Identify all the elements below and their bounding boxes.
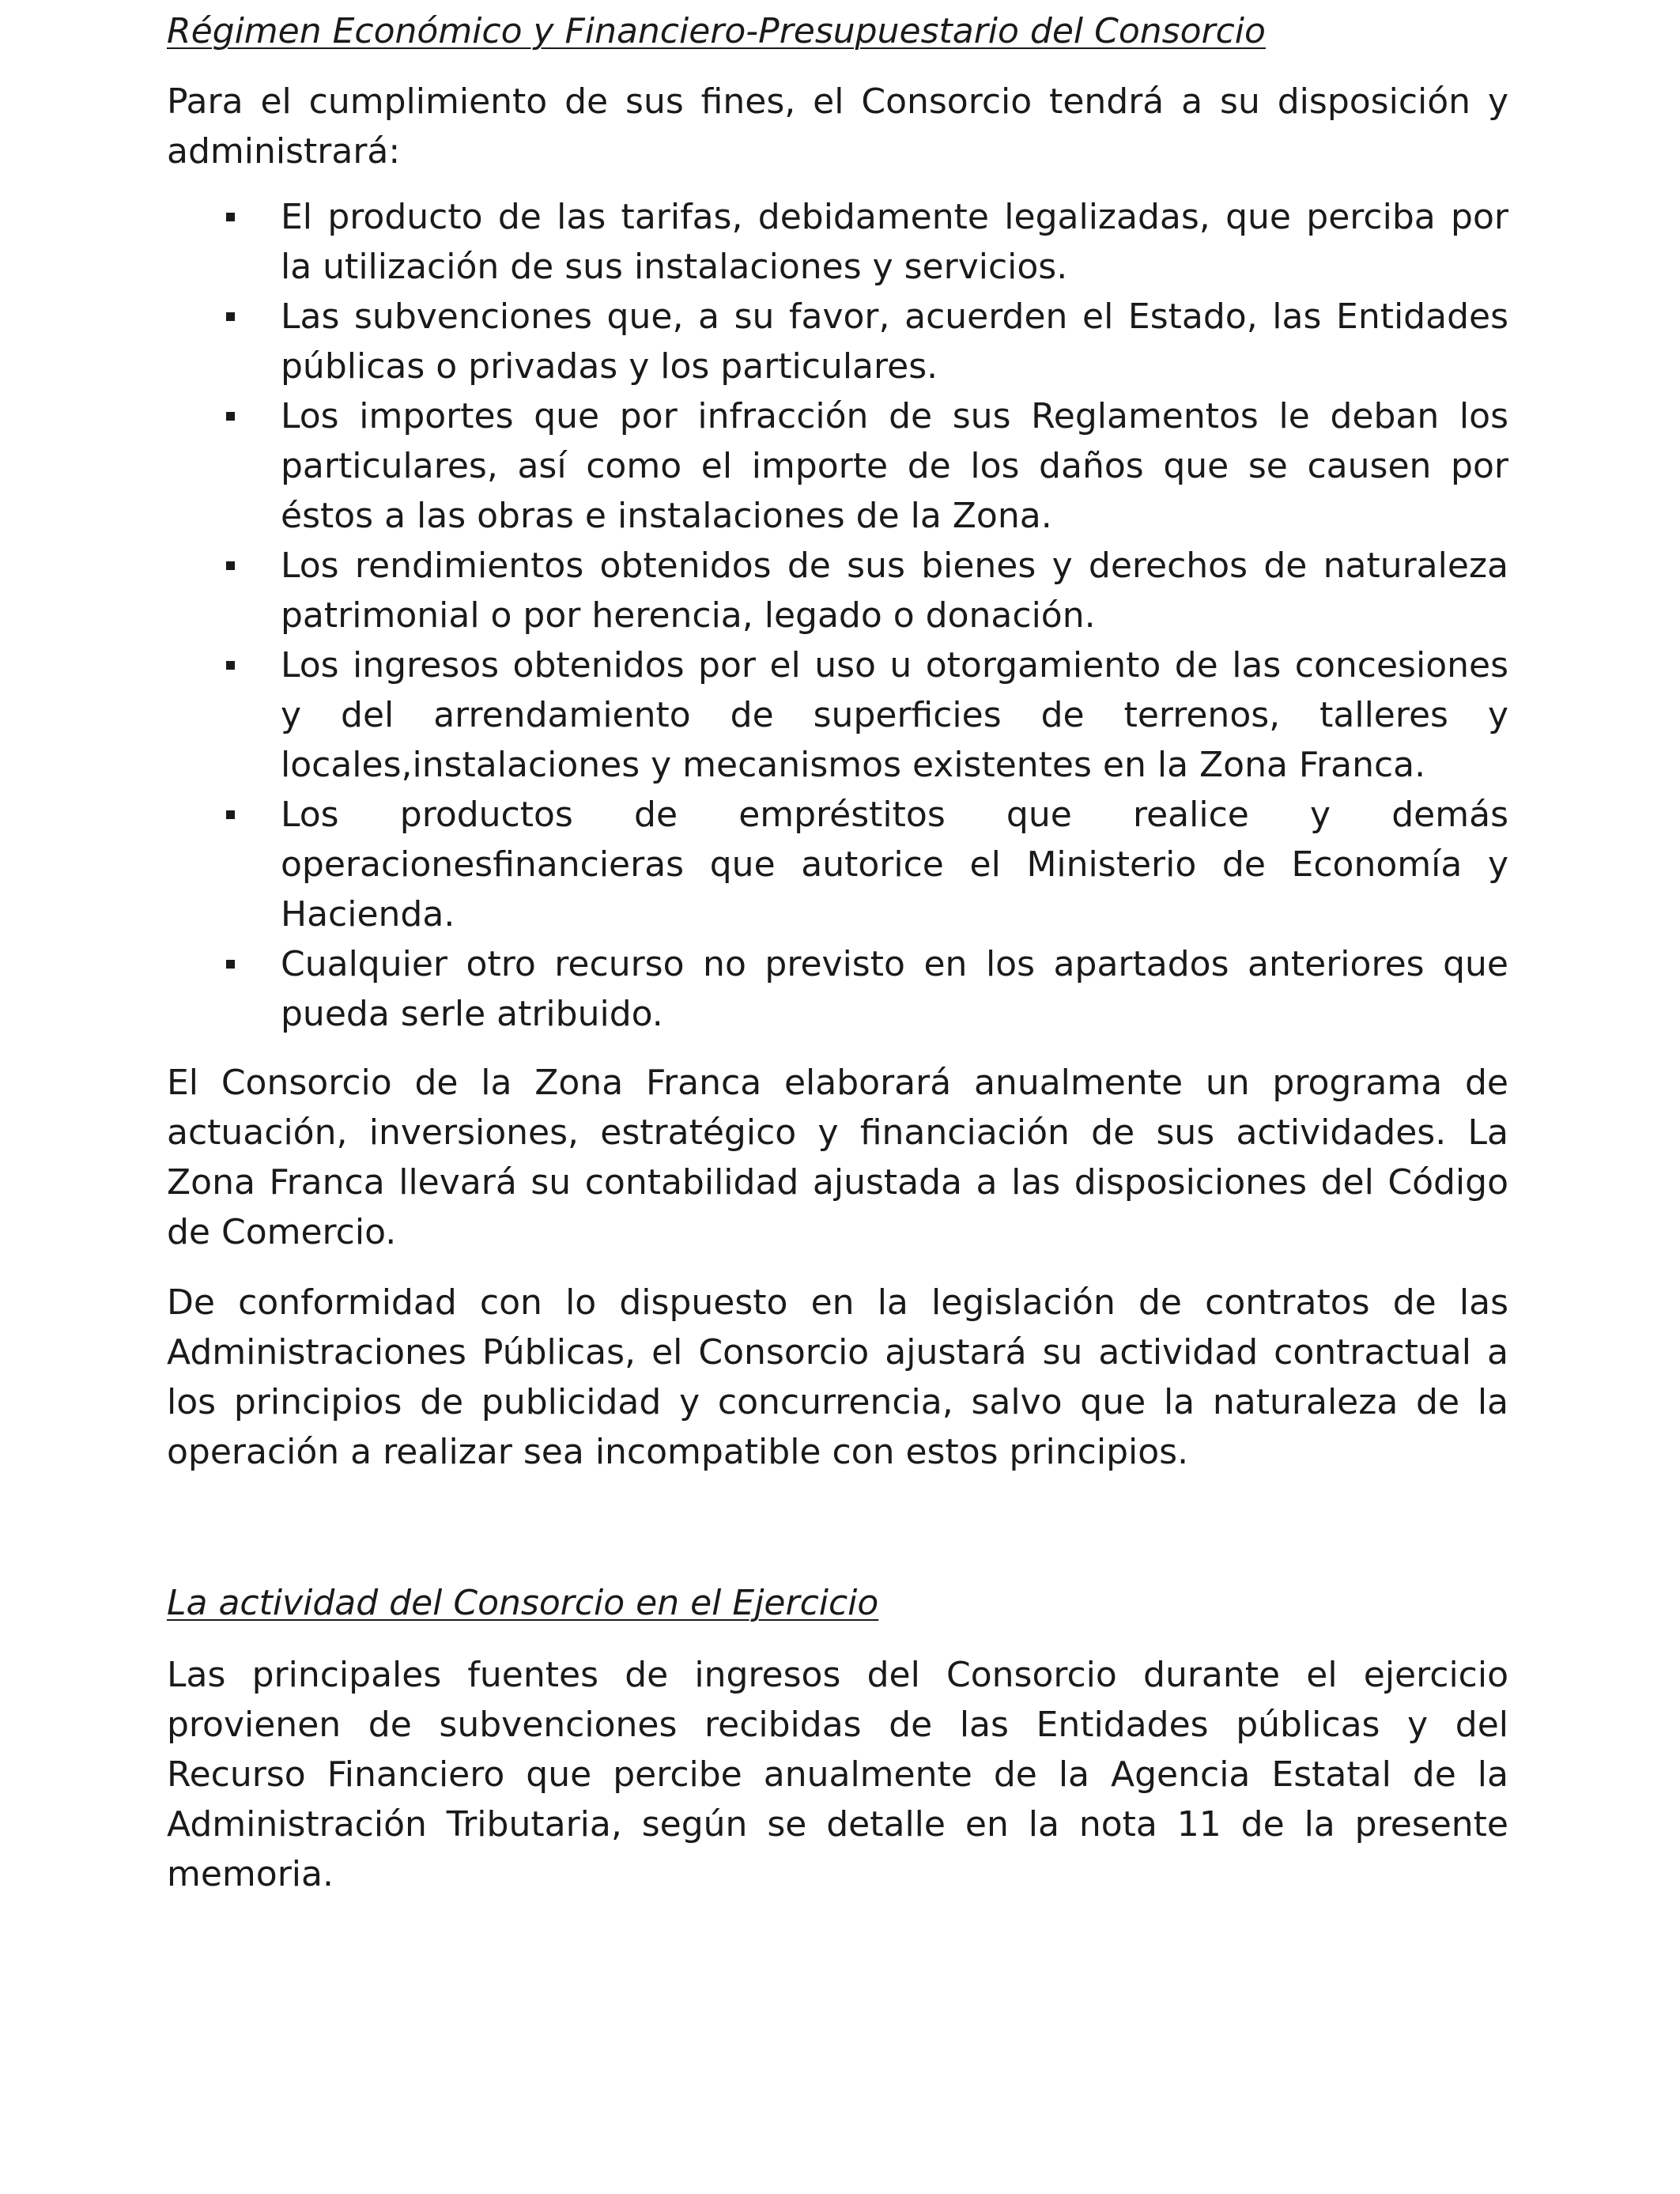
list-item: [167, 292, 1508, 391]
document-page: [167, 0, 1508, 1899]
intro-paragraph: Para el cumplimiento de sus fines, el Consorcio tendrá a su disposición y administrará:: [167, 81, 1508, 172]
list-item: [167, 391, 1508, 541]
square-bullet-icon: [226, 810, 235, 819]
square-bullet-icon: [226, 412, 235, 421]
list-item: [167, 939, 1508, 1039]
list-item: [167, 640, 1508, 790]
contratos-paragraph: De conformidad con lo dispuesto en la legislación de contratos de las Administraciones Públicas, el Consorcio ajustará su actividad contractual a los principios de publicidad y concurrencia, salvo que la naturaleza de la operación a realizar sea incompatible con estos principios.: [167, 1282, 1508, 1472]
list-item-text: Las subvenciones que, a su favor, acuerden el Estado, las Entidades públicas o privadas y los particulares.: [281, 296, 1508, 387]
list-item: [167, 790, 1508, 939]
section-heading-regimen: Régimen Económico y Financiero-Presupuestario del Consorcio: [167, 11, 1266, 51]
list-item: [167, 192, 1508, 292]
square-bullet-icon: [226, 561, 235, 570]
list-item-text: Cualquier otro recurso no previsto en los apartados anteriores que pueda serle atribuido.: [281, 944, 1508, 1034]
list-item: [167, 541, 1508, 640]
square-bullet-icon: [226, 312, 235, 321]
section-heading-actividad: La actividad del Consorcio en el Ejercicio: [167, 1583, 879, 1623]
list-item-text: Los importes que por infracción de sus Reglamentos le deban los particulares, así como el importe de los daños que se causen por éstos a las obras e instalaciones de la Zona.: [281, 396, 1508, 536]
ingresos-paragraph: Las principales fuentes de ingresos del Consorcio durante el ejercicio provienen de subvenciones recibidas de las Entidades públicas y del Recurso Financiero que percibe anualmente de la Agencia Estatal de la Administración Tributaria, según se detalle en la nota 11 de la presente memoria.: [167, 1655, 1508, 1894]
square-bullet-icon: [226, 213, 235, 221]
list-item-text: Los ingresos obtenidos por el uso u otorgamiento de las concesiones y del arrendamiento de superficies de terrenos, talleres y locales,instalaciones y mecanismos existentes en la Zona Franca.: [281, 645, 1508, 785]
resources-list: [167, 192, 1508, 1039]
list-item-text: Los rendimientos obtenidos de sus bienes y derechos de naturaleza patrimonial o por herencia, legado o donación.: [281, 546, 1508, 636]
list-item-text: El producto de las tarifas, debidamente legalizadas, que perciba por la utilización de sus instalaciones y servicios.: [281, 197, 1508, 287]
square-bullet-icon: [226, 661, 235, 670]
programa-paragraph: El Consorcio de la Zona Franca elaborará anualmente un programa de actuación, inversiones, estratégico y financiación de sus actividades. La Zona Franca llevará su contabilidad ajustada a las disposiciones del Código de Comercio.: [167, 1063, 1508, 1252]
list-item-text: Los productos de empréstitos que realice y demás operacionesfinancieras que autorice el Ministerio de Economía y Hacienda.: [281, 795, 1508, 935]
square-bullet-icon: [226, 960, 235, 969]
